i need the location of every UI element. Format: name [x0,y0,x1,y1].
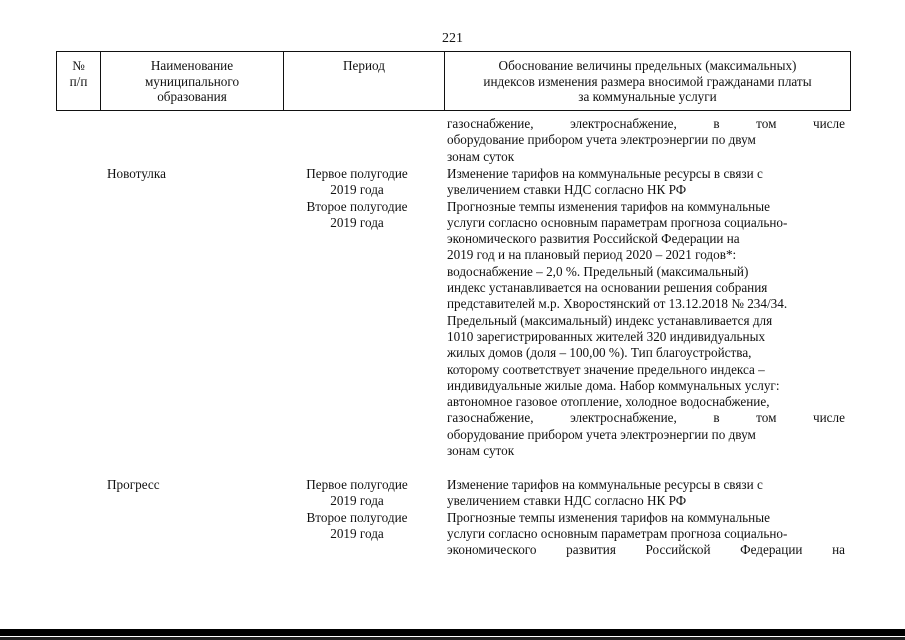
header-col-period: Период [284,52,445,110]
justified-line: газоснабжение, электроснабжение, в том числе [447,410,845,426]
period-list: Первое полугодие 2019 года Второе полугодие 2019 года [306,166,408,230]
scan-edge-bar [0,629,905,636]
justification-text: Изменение тарифов на коммунальные ресурсы в связи с увеличением ставки НДС согласно НК РФ Прогнозные темпы изменения тарифов на коммунальные услуги согласно основным параметрам прогноза социально- экономического развития Российской Федерации на 2019 год и на плановый период 2020 – 2021 годов*: водоснабжение – 2,0 %. Предельный (максимальный) индекс устанавливается на основании решения собрания представителей м.р. Хворостянский от 13.12.2018 № 234/34. Предельный (максимальный) индекс устанавливается для 1010 зарегистрированных жителей 320 индивидуальных жилых домов (доля – 100,00 %). Тип благоустройства, которому соответствует значение предельного индекса – индивидуальные жилые дома. Набор коммунальных услуг: автономное газовое отопление, холодное водоснабжение, газоснабжение, электроснабжение, в том числе оборудование прибором учета электроэнергии по двум зонам суток [447,166,845,459]
header-col-municipality: Наименование муниципального образования [101,52,284,110]
table-header [56,51,851,111]
justified-line: экономического развития Российской Федерации на [447,542,845,558]
page-number: 221 [442,31,463,46]
justification-text: Изменение тарифов на коммунальные ресурсы в связи с увеличением ставки НДС согласно НК РФ Прогнозные темпы изменения тарифов на коммунальные услуги согласно основным параметрам прогноза социально- экономического развития Российской Федерации на [447,477,845,558]
continuation-text: газоснабжение, электроснабжение, в том числе оборудование прибором учета электроэнергии по двум зонам суток [447,116,845,164]
municipality-name: Прогресс [107,477,160,492]
justified-line: газоснабжение, электроснабжение, в том числе [447,116,845,131]
period-list: Первое полугодие 2019 года Второе полугодие 2019 года [306,477,408,541]
municipality-name: Новотулка [107,166,166,181]
header-col-justification: Обоснование величины предельных (максимальных) индексов изменения размера вносимой гражданами платы за коммунальные услуги [483,58,812,104]
header-col-number: № п/п [57,52,101,110]
